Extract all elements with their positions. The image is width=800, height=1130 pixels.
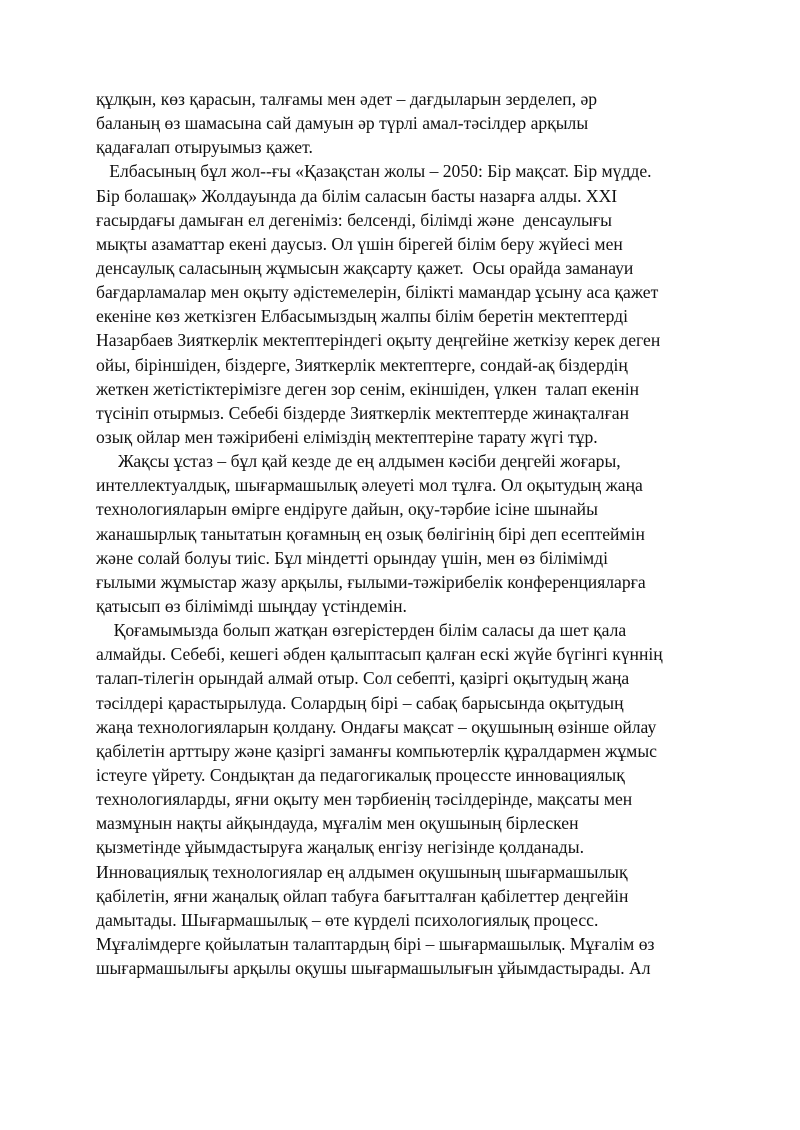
text-line: интеллектуалдық, шығармашылық әлеуеті мол тұлға. Ол оқытудың жаңа	[96, 475, 643, 496]
text-line: Бір болашақ» Жолдауында да білім саласын басты назарға алды. XXI	[96, 185, 618, 206]
text-line: жеткен жетістіктерімізге деген зор сенім, екіншіден, үлкен талап екенін	[96, 378, 640, 399]
text-line: мықты азаматтар екені даусыз. Ол үшін бірегей білім беру жүйесі мен	[96, 233, 623, 254]
text-line: қатысып өз білімімді шыңдау үстіндемін.	[96, 595, 407, 616]
text-line: Назарбаев Зияткерлік мектептеріндегі оқыту деңгейіне жеткізу керек деген	[96, 330, 661, 351]
text-line: қабілетін арттыру және қазіргі заманғы компьютерлік құралдармен жұмыс	[96, 740, 657, 761]
text-line: озық ойлар мен тәжірибені еліміздің мектептеріне тарату жүгі тұр.	[96, 426, 598, 447]
text-line: қадағалап отыруымыз қажет.	[96, 137, 313, 158]
text-line: түсініп отырмыз. Себебі біздерде Зияткерлік мектептерде жинақталған	[96, 402, 630, 423]
text-line: дамытады. Шығармашылық – өте күрделі психологиялық процесс.	[96, 909, 599, 930]
text-line: екеніне көз жеткізген Елбасымыздың жалпы білім беретін мектептерді	[96, 306, 629, 327]
text-line: Инновациялық технологиялар ең алдымен оқушының шығармашылық	[96, 861, 628, 882]
text-line: мазмұнын нақты айқындауда, мұғалім мен оқушының бірлескен	[96, 813, 579, 834]
text-line: ойы, біріншіден, біздерге, Зияткерлік мектептерге, сондай-ақ біздердің	[96, 354, 628, 375]
document-body	[96, 87, 716, 980]
text-line: жаңа технологияларын қолдану. Ондағы мақсат – оқушының өзінше ойлау	[96, 716, 657, 737]
text-line: тәсілдері қарастырылуда. Солардың бірі – сабақ барысында оқытудың	[96, 692, 624, 713]
text-line: Елбасының бұл жол--ғы «Қазақстан жолы – 2050: Бір мақсат. Бір мүдде.	[96, 161, 652, 182]
text-line: ғылыми жұмыстар жазу арқылы, ғылыми-тәжірибелік конференцияларға	[96, 571, 646, 592]
text-line: Қоғамымызда болып жатқан өзгерістерден білім саласы да шет қала	[96, 620, 627, 641]
text-line: істеуге үйрету. Сондықтан да педагогикалық процессте инновациялық	[96, 764, 625, 785]
text-line: қызметінде ұйымдастыруға жаңалық енгізу негізінде қолданады.	[96, 837, 584, 858]
text-line: Мұғалімдерге қойылатын талаптардың бірі – шығармашылық. Мұғалім өз	[96, 933, 655, 954]
text-line: технологияларын өмірге ендіруге дайын, оқу-тәрбие ісіне шынайы	[96, 499, 598, 520]
text-line: технологияларды, яғни оқыту мен тәрбиенің тәсілдерінде, мақсаты мен	[96, 789, 633, 810]
text-line: алмайды. Себебі, кешегі әбден қалыптасып қалған ескі жүйе бүгінгі күннің	[96, 644, 663, 665]
text-line: шығармашылығы арқылы оқушы шығармашылығын ұйымдастырады. Ал	[96, 958, 651, 979]
text-line: баланың өз шамасына сай дамуын әр түрлі амал-тәсілдер арқылы	[96, 113, 589, 134]
text-line: Жақсы ұстаз – бұл қай кезде де ең алдымен кәсіби деңгейі жоғары,	[96, 451, 621, 472]
text-line: және солай болуы тиіс. Бұл міндетті орындау үшін, мен өз білімімді	[96, 547, 608, 568]
text-line: талап-тілегін орындай алмай отыр. Сол себепті, қазіргі оқытудың жаңа	[96, 668, 630, 689]
text-line: жанашырлық танытатын қоғамның ең озық бөлігінің бірі деп есептеймін	[96, 523, 645, 544]
text-line: қабілетін, яғни жаңалық ойлап табуға бағытталған қабілеттер деңгейін	[96, 885, 629, 906]
text-line: бағдарламалар мен оқыту әдістемелерін, білікті мамандар ұсыну аса қажет	[96, 282, 659, 303]
text-line: ғасырдағы дамыған ел дегеніміз: белсенді, білімді және денсаулығы	[96, 209, 612, 230]
text-line: құлқын, көз қарасын, талғамы мен әдет – дағдыларын зерделеп, әр	[96, 89, 598, 109]
text-line: денсаулық саласының жұмысын жақсарту қажет. Осы орайда заманауи	[96, 257, 634, 278]
